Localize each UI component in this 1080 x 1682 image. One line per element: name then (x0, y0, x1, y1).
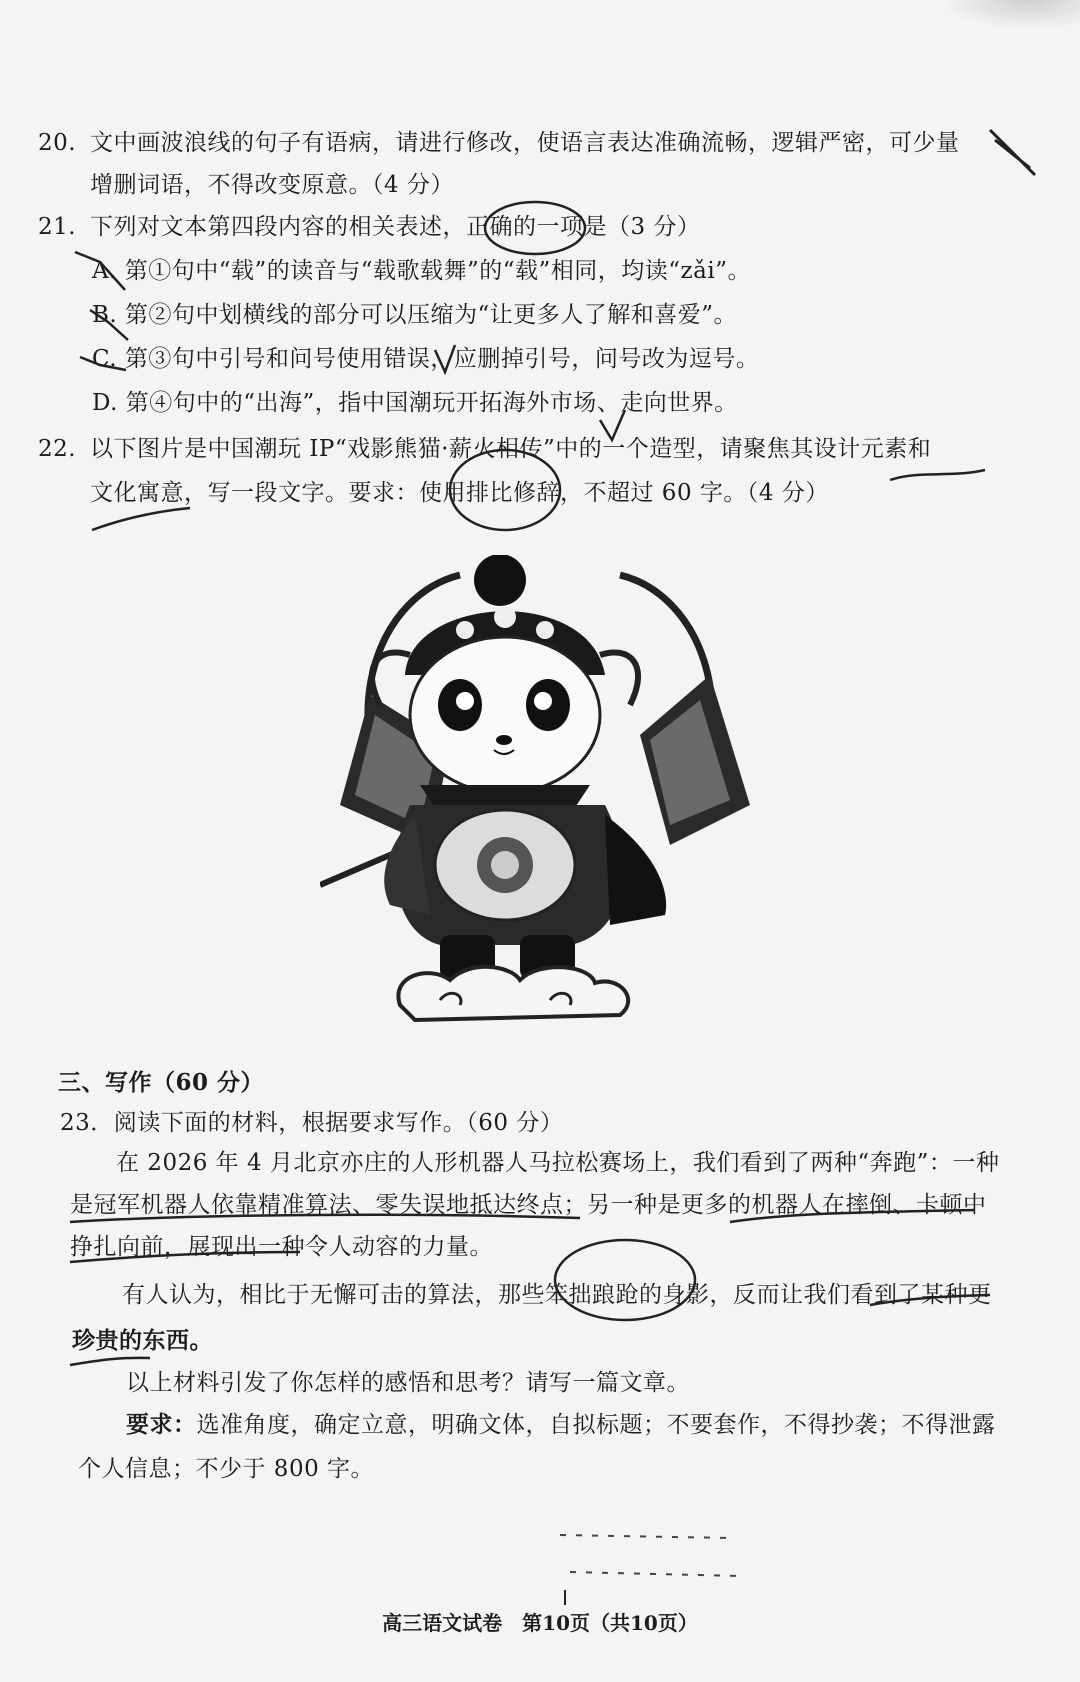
q20-text: 文中画波浪线的句子有语病，请进行修改，使语言表达准确流畅，逻辑严密，可少量 (90, 130, 960, 156)
q20-line1 (38, 128, 960, 158)
section3-heading: 三、写作（60 分） (58, 1069, 265, 1096)
q21-option-b: B. 第②句中划横线的部分可以压缩为“让更多人了解和喜爱”。 (92, 302, 738, 328)
panda-opera-figure (320, 555, 760, 1030)
requirements-text: 选准角度，确定立意，明确文体，自拟标题；不要套作，不得抄袭；不得泄露 (196, 1412, 996, 1438)
q22-text: 以下图片是中国潮玩 IP“戏影熊猫·薪火相传”中的一个造型，请聚焦其设计元素和 (90, 436, 932, 462)
q20-number: 20. (38, 130, 77, 156)
q21-option-c: C. 第③句中引号和问号使用错误，应删掉引号，问号改为逗号。 (92, 346, 760, 372)
material-para1-line1: 在 2026 年 4 月北京亦庄的人形机器人马拉松赛场上，我们看到了两种“奔跑”：一种 (116, 1150, 1000, 1176)
q23-stem: 23．阅读下面的材料，根据要求写作。（60 分） (60, 1110, 564, 1136)
q21-stem (38, 212, 700, 242)
requirements-line1 (126, 1410, 996, 1440)
material-para1-line3: 挣扎向前，展现出一种令人动容的力量。 (70, 1234, 493, 1260)
requirements-label: 要求： (126, 1411, 197, 1438)
q21-text: 下列对文本第四段内容的相关表述，正确的一项是（3 分） (90, 214, 701, 240)
scan-shadow (940, 0, 1080, 30)
material-para1-line2: 是冠军机器人依靠精准算法、零失误地抵达终点；另一种是更多的机器人在摔倒、卡顿中 (70, 1192, 987, 1218)
q22-number: 22. (38, 436, 77, 462)
q21-option-d: D. 第④句中的“出海”，指中国潮玩开拓海外市场、走向世界。 (92, 390, 738, 416)
q21-option-a: A. 第①句中“载”的读音与“载歌载舞”的“载”相同，均读“zǎi”。 (92, 258, 751, 284)
q22-line2: 文化寓意，写一段文字。要求：使用排比修辞，不超过 60 字。（4 分） (90, 480, 829, 506)
material-para2-line2: 珍贵的东西。 (72, 1327, 213, 1354)
q20-line2: 增删词语，不得改变原意。（4 分） (90, 172, 454, 198)
page-footer: 高三语文试卷 第10页（共10页） (382, 1611, 698, 1635)
material-para2-line1: 有人认为，相比于无懈可击的算法，那些笨拙踉跄的身影，反而让我们看到了某种更 (122, 1282, 992, 1308)
q21-number: 21. (38, 214, 77, 240)
requirements-line2: 个人信息；不少于 800 字。 (78, 1456, 375, 1482)
material-para3: 以上材料引发了你怎样的感悟和思考？请写一篇文章。 (126, 1370, 690, 1396)
q22-line1 (38, 434, 931, 464)
